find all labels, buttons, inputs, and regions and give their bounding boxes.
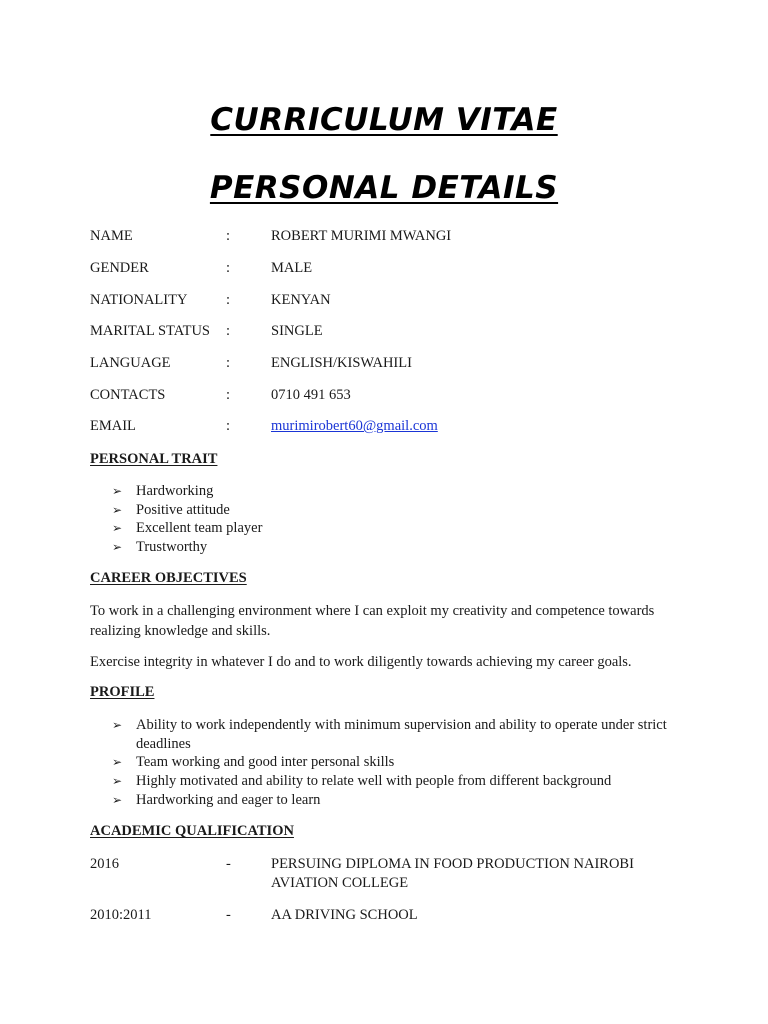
list-item-text: Ability to work independently with minimum supervision and ability to operate under strict deadlines [136, 717, 667, 752]
list-item [112, 791, 672, 810]
detail-label: GENDER [90, 260, 149, 276]
academic-year: 2010:2011 [90, 907, 152, 923]
email-link[interactable]: murimirobert60@gmail.com [271, 418, 438, 434]
arrow-bullet-icon: ➢ [112, 521, 123, 536]
detail-separator: : [226, 292, 231, 308]
detail-separator: : [226, 260, 231, 276]
arrow-bullet-icon: ➢ [112, 484, 123, 498]
detail-separator: : [226, 387, 231, 403]
detail-value: KENYAN [271, 292, 331, 308]
detail-value: ROBERT MURIMI MWANGI [271, 228, 452, 244]
trait-list [112, 482, 672, 557]
list-item-text: Excellent team player [136, 520, 263, 537]
list-item [112, 482, 672, 501]
document-title: CURRICULUM VITAE [210, 102, 558, 138]
arrow-bullet-icon: ➢ [112, 755, 123, 770]
objective-paragraph: To work in a challenging environment where I can exploit my creativity and competence towards realizing knowledge and skills. [90, 603, 655, 639]
arrow-bullet-icon: ➢ [112, 540, 123, 555]
list-item-text: Positive attitude [136, 501, 230, 518]
detail-label: EMAIL [90, 418, 136, 434]
academic-description: PERSUING DIPLOMA IN FOOD PRODUCTION NAIROBI AVIATION COLLEGE [271, 856, 634, 891]
arrow-bullet-icon: ➢ [112, 792, 123, 807]
detail-label: NATIONALITY [90, 292, 188, 308]
arrow-bullet-icon: ➢ [112, 502, 123, 517]
profile-list [112, 716, 672, 810]
academic-separator: - [226, 907, 231, 923]
heading-academic-qualification: ACADEMIC QUALIFICATION [90, 823, 294, 839]
list-item [112, 772, 672, 791]
objective-paragraph: Exercise integrity in whatever I do and to work diligently towards achieving my career goals. [90, 654, 632, 670]
detail-separator: : [226, 323, 231, 339]
list-item [112, 716, 672, 753]
list-item-text: Highly motivated and ability to relate well with people from different background [136, 773, 612, 790]
detail-label: NAME [90, 228, 133, 244]
list-item-text: Team working and good inter personal skills [136, 754, 395, 771]
detail-separator: : [226, 228, 231, 244]
detail-value: ENGLISH/KISWAHILI [271, 355, 412, 371]
list-item [112, 501, 672, 520]
detail-value: SINGLE [271, 323, 323, 339]
detail-label: MARITAL STATUS [90, 323, 210, 339]
section-title-personal-details: PERSONAL DETAILS [209, 170, 559, 206]
detail-label: LANGUAGE [90, 355, 171, 371]
detail-separator: : [226, 355, 231, 371]
detail-separator: : [226, 418, 231, 434]
academic-separator: - [226, 856, 231, 872]
list-item [112, 753, 672, 772]
list-item [112, 538, 672, 557]
arrow-bullet-icon: ➢ [112, 718, 123, 732]
detail-value: MALE [271, 260, 313, 276]
arrow-bullet-icon: ➢ [112, 774, 123, 789]
list-item [112, 519, 672, 538]
heading-profile: PROFILE [90, 684, 155, 700]
list-item-text: Trustworthy [136, 539, 208, 556]
detail-label: CONTACTS [90, 387, 166, 403]
detail-value: 0710 491 653 [271, 387, 351, 403]
list-item-text: Hardworking [136, 483, 214, 499]
heading-personal-trait: PERSONAL TRAIT [90, 451, 218, 467]
list-item-text: Hardworking and eager to learn [136, 791, 321, 808]
academic-year: 2016 [90, 856, 119, 872]
heading-career-objectives: CAREER OBJECTIVES [90, 570, 247, 586]
academic-description: AA DRIVING SCHOOL [271, 907, 418, 923]
